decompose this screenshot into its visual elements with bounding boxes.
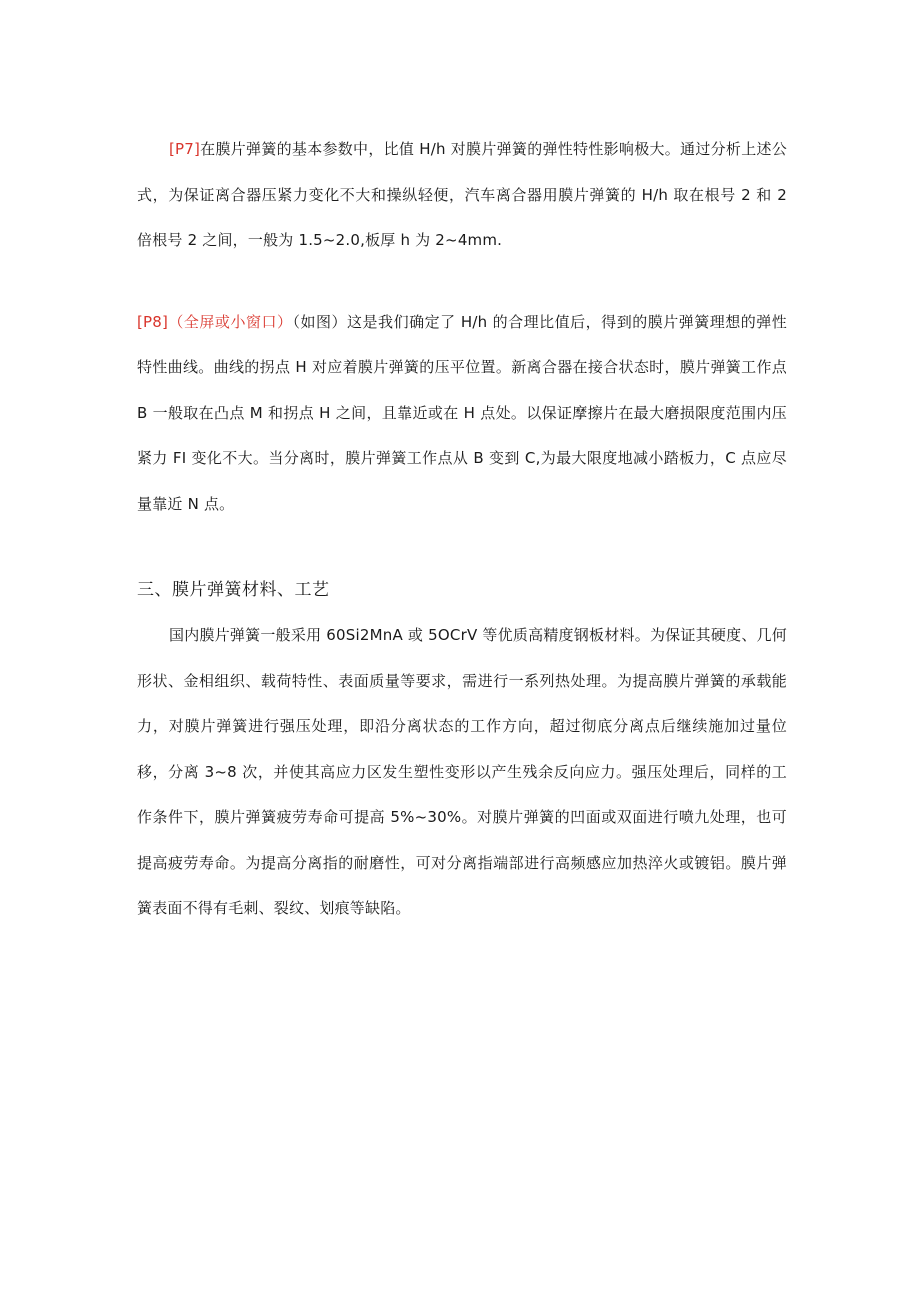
paragraph-p7-text: 在膜片弹簧的基本参数中，比值 H/h 对膜片弹簧的弹性特性影响极大。通过分析上述公式，为保证离合器压紧力变化不大和操纵轻便，汽车离合器用膜片弹簧的 H/h 取在根号 2 和 2 倍根号 2 之间，一般为 1.5~2.0,板厚 h 为 2~4mm. [137, 140, 787, 249]
slide-tag-p7: [P7] [169, 140, 201, 158]
paragraph-materials: 国内膜片弹簧一般采用 60Si2MnA 或 5OCrV 等优质高精度钢板材料。为保证其硬度、几何形状、金相组织、载荷特性、表面质量等要求，需进行一系列热处理。为提高膜片弹簧的承载能力，对膜片弹簧进行强压处理，即沿分离状态的工作方向，超过彻底分离点后继续施加过量位移，分离 3~8 次，并使其高应力区发生塑性变形以产生残余反向应力。强压处理后，同样的工作条件下，膜片弹簧疲劳寿命可提高 5%~30%。对膜片弹簧的凹面或双面进行喷九处理，也可提高疲劳寿命。为提高分离指的耐磨性，可对分离指端部进行高频感应加热淬火或镀铝。膜片弹簧表面不得有毛刺、裂纹、划痕等缺陷。 [137, 626, 787, 917]
slide-tag-p8: [P8]（全屏或小窗口） [137, 312, 293, 331]
paragraph-p7 [137, 127, 787, 264]
document-page [137, 127, 787, 932]
paragraph-p8 [137, 300, 787, 528]
section-heading-materials: 三、膜片弹簧材料、工艺 [137, 580, 330, 600]
paragraph-p8-text: （如图）这是我们确定了 H/h 的合理比值后，得到的膜片弹簧理想的弹性特性曲线。曲线的拐点 H 对应着膜片弹簧的压平位置。新离合器在接合状态时，膜片弹簧工作点 B 一般取在凸点 M 和拐点 H 之间，且靠近或在 H 点处。以保证摩擦片在最大磨损限度范围内压紧力 FI 变化不大。当分离时，膜片弹簧工作点从 B 变到 C,为最大限度地减小踏板力，C 点应尽量靠近 N 点。 [137, 312, 787, 513]
